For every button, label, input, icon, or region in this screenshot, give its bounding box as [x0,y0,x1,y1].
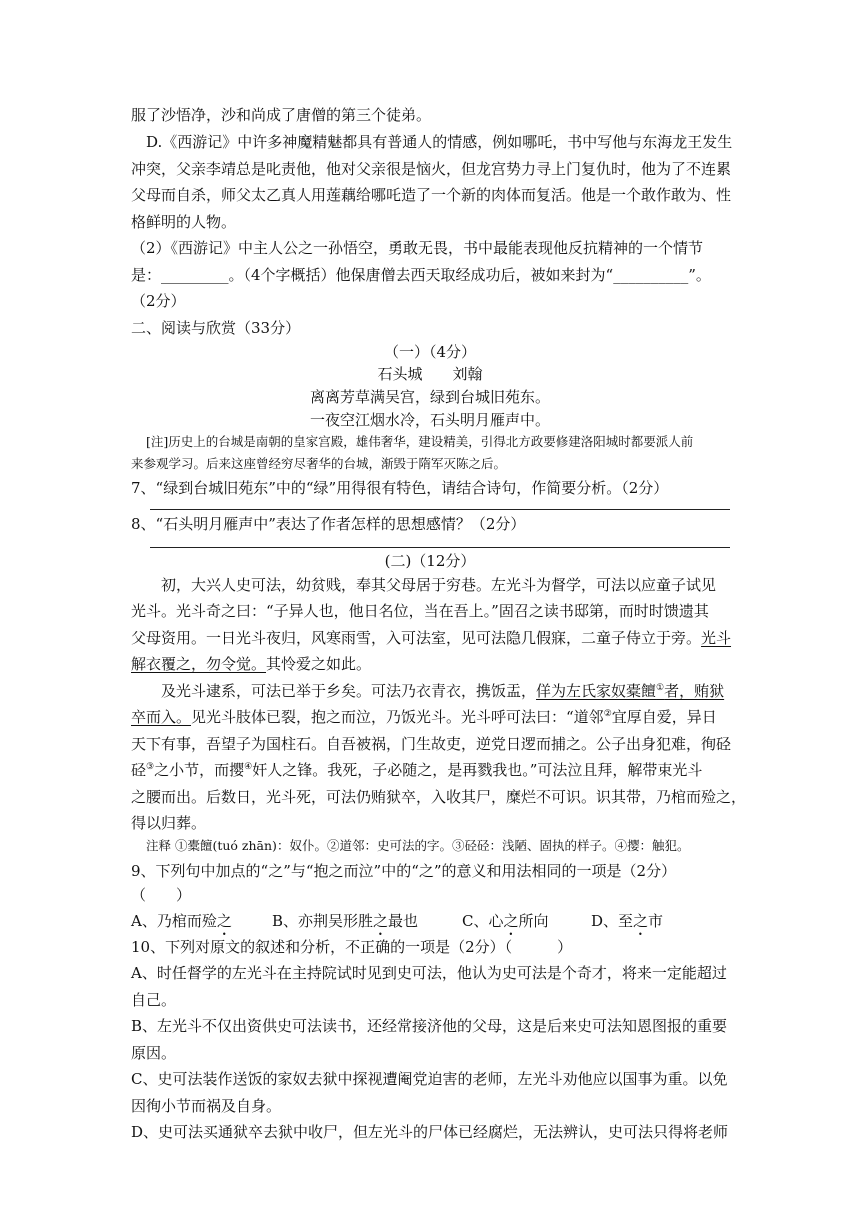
option-d-line: D.《西游记》中许多神魔精魅都具有普通人的情感，例如哪吒，书中写他与东海龙王发生 [146,133,733,151]
question-10-option-c-cont: 因徇小节而祸及自身。 [131,1097,282,1115]
poem-note: [注]历史上的台城是南朝的皇家宫殿，雄伟奢华，建设精美，引得北方政要修建洛阳城时都要派人前 [146,434,694,449]
question-10-option-c[interactable]: C、史可法装作送饭的家奴去狱中探视遭阉党迫害的老师，左光斗劝他应以国事为重。以免 [131,1070,728,1088]
text-line: 服了沙悟净，沙和尚成了唐僧的第三个徒弟。 [131,106,432,124]
section-heading: 二、阅读与欣赏（33分） [131,319,301,337]
poem-title: 石头城 刘翰 [377,365,483,383]
question-2-line: 是：_________。（4个字概括）他保唐僧去西天取经成功后，被如来封为“__________”。 [131,266,711,284]
question-9-option-d[interactable]: D、至之市 [591,912,664,930]
prose-line: 光斗。光斗奇之曰：“子异人也，他日名位，当在吾上。”固召之读书邸第，而时时馈遗其 [131,602,709,620]
question-7: 7、“绿到台城旧苑东”中的“绿”用得很有特色，请结合诗句，作简要分析。（2分） [131,479,669,497]
prose-line: 天下有事，吾望子为国柱石。自吾被祸，门生故吏，逆党日逻而捕之。公子出身犯难，徇硁 [131,735,732,753]
poem-line: 一夜空江烟水冷，石头明月雁声中。 [309,411,550,429]
question-9-option-a[interactable]: A、乃棺而殓之 [131,912,232,930]
text-line: 冲突，父亲李靖总是叱责他，他对父亲很是恼火，但龙宫势力寻上门复仇时，他为了不连累 [131,160,732,178]
prose-label: (二)（12分） [384,552,476,570]
prose-line: 卒而入。见光斗肢体已裂，抱之而泣，乃饭光斗。光斗呼可法曰：“道邻②宜厚自爱，异日 [131,708,717,726]
prose-line: 硁③之小节，而撄④奸人之锋。我死，子必随之，是再戮我也。”可法泣且拜，解带束光斗 [131,761,703,779]
question-10-option-b[interactable]: B、左光斗不仅出资供史可法读书，还经常接济他的父母，这是后来史可法知恩图报的重要 [131,1017,728,1035]
question-2-line: （2）《西游记》中主人公之一孙悟空，勇敢无畏，书中最能表现他反抗精神的一个情节 [131,239,704,257]
prose-line: 得以归葬。 [131,814,207,832]
question-10-option-a[interactable]: A、时任督学的左光斗在主持院试时见到史可法，他认为史可法是个奇才，将来一定能超过 [131,964,727,982]
prose-line: 解衣覆之，勿令觉。其怜爱之如此。 [131,655,372,673]
question-10-option-a-cont: 自己。 [131,991,177,1009]
question-10-option-b-cont: 原因。 [131,1044,177,1062]
prose-line: 父母资用。一日光斗夜归，风寒雨雪，入可法室，见可法隐几假寐，二童子侍立于旁。光斗 [131,629,732,647]
prose-line: 及光斗逮系，可法已举于乡矣。可法乃衣青衣，携饭盂，佯为左氏家奴橐饘①者，贿狱 [161,682,725,700]
prose-line: 初，大兴人史可法，幼贫贱，奉其父母居于穷巷。左光斗为督学，可法以应童子试见 [161,576,717,594]
prose-notes: 注释 ①橐饘(tuó zhān)：奴仆。②道邻：史可法的字。③硁硁：浅陋、固执的样子。④撄：触犯。 [146,838,690,853]
poem-note: 来参观学习。后来这座曾经穷尽奢华的台城，渐毁于隋军灭陈之后。 [131,456,507,471]
poem-label: （一）（4分） [383,343,477,361]
question-10: 10、下列对原文的叙述和分析，不正确的一项是（2分）（ ） [131,938,573,956]
answer-line[interactable] [150,509,730,510]
question-10-option-d[interactable]: D、史可法买通狱卒去狱中收尸，但左光斗的尸体已经腐烂，无法辨认，史可法只得将老师 [131,1123,729,1141]
question-9-bracket: （ ） [131,886,192,904]
question-9-option-c[interactable]: C、心之所向 [462,912,549,930]
prose-line: 之腰而出。后数日，光斗死，可法仍贿狱卒，入收其尸，糜烂不可识。识其带，乃棺而殓之， [131,788,747,806]
text-line: 格鲜明的人物。 [131,213,237,231]
answer-line[interactable] [150,547,730,548]
question-8: 8、“石头明月雁声中”表达了作者怎样的思想感情？（2分） [131,515,526,533]
question-9: 9、下列句中加点的“之”与“抱之而泣”中的“之”的意义和用法相同的一项是（2分） [131,862,677,880]
question-2-score: （2分） [131,292,186,310]
question-9-option-b[interactable]: B、亦荆吴形胜之最也 [272,912,419,930]
text-line: 父母而自杀，师父太乙真人用莲藕给哪吒造了一个新的肉体而复活。他是一个敢作敢为、性 [131,186,732,204]
poem-line: 离离芳草满吴宫，绿到台城旧苑东。 [309,388,550,406]
